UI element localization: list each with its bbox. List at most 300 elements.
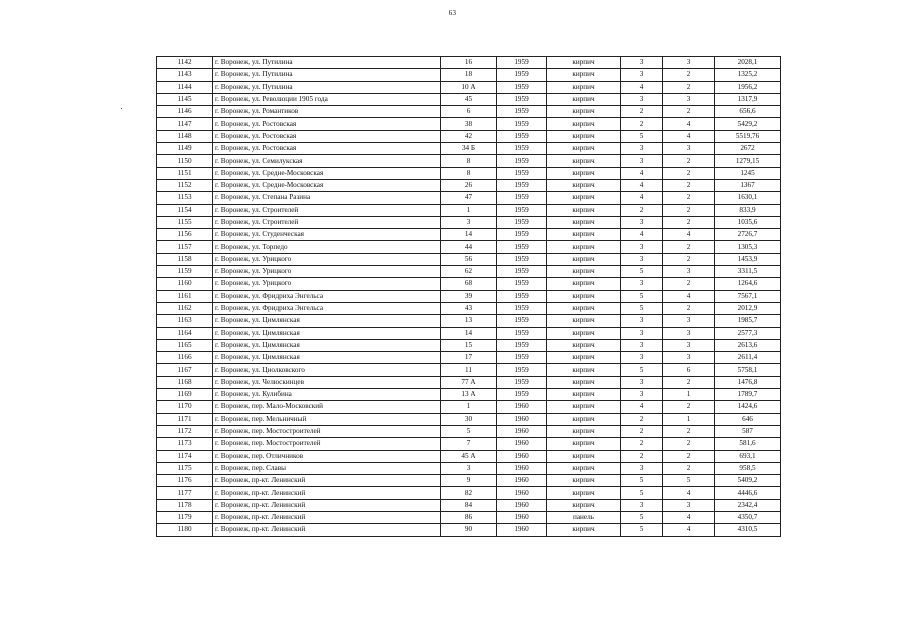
area-cell: 2611,4 [715,352,781,364]
floors-cell: 2 [621,106,663,118]
row-number: 1153 [157,192,213,204]
year-cell: 1959 [497,216,547,228]
house-number-cell: 1 [441,401,497,413]
floors-cell: 2 [621,204,663,216]
floors-cell: 5 [621,487,663,499]
floors-cell: 3 [621,499,663,511]
row-number: 1159 [157,266,213,278]
area-cell: 1453,9 [715,253,781,265]
entrances-cell: 3 [663,327,715,339]
address-cell: г. Воронеж, пер. Мельничный [213,413,441,425]
table-row [157,475,781,487]
year-cell: 1960 [497,462,547,474]
row-number: 1160 [157,278,213,290]
page-number: 63 [448,9,457,17]
area-cell: 5429,2 [715,118,781,130]
entrances-cell: 2 [663,425,715,437]
table-row [157,253,781,265]
floors-cell: 3 [621,216,663,228]
material-cell: кирпич [547,253,621,265]
material-cell: кирпич [547,81,621,93]
table-row [157,376,781,388]
entrances-cell: 5 [663,475,715,487]
area-cell: 958,5 [715,462,781,474]
house-number-cell: 43 [441,302,497,314]
table-row [157,425,781,437]
table-row [157,450,781,462]
floors-cell: 3 [621,155,663,167]
house-number-cell: 18 [441,69,497,81]
area-cell: 7567,1 [715,290,781,302]
material-cell: кирпич [547,69,621,81]
area-cell: 1035,6 [715,216,781,228]
material-cell: кирпич [547,401,621,413]
address-cell: г. Воронеж, пр-кт. Ленинский [213,511,441,523]
table-row [157,143,781,155]
entrances-cell: 2 [663,167,715,179]
address-cell: г. Воронеж, ул. Челюскинцев [213,376,441,388]
house-number-cell: 47 [441,192,497,204]
year-cell: 1959 [497,241,547,253]
row-number: 1175 [157,462,213,474]
address-cell: г. Воронеж, ул. Торпедо [213,241,441,253]
year-cell: 1960 [497,401,547,413]
address-cell: г. Воронеж, ул. Строителей [213,216,441,228]
address-cell: г. Воронеж, пр-кт. Ленинский [213,487,441,499]
area-cell: 656,6 [715,106,781,118]
material-cell: кирпич [547,179,621,191]
area-cell: 1245 [715,167,781,179]
entrances-cell: 4 [663,229,715,241]
table-row [157,241,781,253]
year-cell: 1959 [497,167,547,179]
address-cell: г. Воронеж, ул. Циолковского [213,364,441,376]
entrances-cell: 1 [663,413,715,425]
year-cell: 1959 [497,339,547,351]
year-cell: 1959 [497,364,547,376]
house-number-cell: 7 [441,438,497,450]
entrances-cell: 2 [663,81,715,93]
row-number: 1178 [157,499,213,511]
row-number: 1143 [157,69,213,81]
entrances-cell: 4 [663,487,715,499]
floors-cell: 2 [621,438,663,450]
entrances-cell: 2 [663,241,715,253]
table-row [157,216,781,228]
row-number: 1157 [157,241,213,253]
address-cell: г. Воронеж, ул. Урицкого [213,253,441,265]
address-cell: г. Воронеж, ул. Кулибина [213,389,441,401]
material-cell: кирпич [547,118,621,130]
year-cell: 1959 [497,266,547,278]
house-number-cell: 68 [441,278,497,290]
row-number: 1145 [157,93,213,105]
area-cell: 1305,3 [715,241,781,253]
row-number: 1165 [157,339,213,351]
floors-cell: 3 [621,389,663,401]
address-cell: г. Воронеж, ул. Цимлянская [213,339,441,351]
floors-cell: 3 [621,57,663,69]
address-cell: г. Воронеж, ул. Путилина [213,81,441,93]
entrances-cell: 6 [663,364,715,376]
year-cell: 1960 [497,475,547,487]
house-number-cell: 42 [441,130,497,142]
material-cell: кирпич [547,167,621,179]
floors-cell: 3 [621,352,663,364]
row-number: 1144 [157,81,213,93]
floors-cell: 5 [621,266,663,278]
entrances-cell: 3 [663,315,715,327]
house-number-cell: 84 [441,499,497,511]
row-number: 1166 [157,352,213,364]
row-number: 1148 [157,130,213,142]
row-number: 1176 [157,475,213,487]
year-cell: 1959 [497,290,547,302]
year-cell: 1960 [497,511,547,523]
floors-cell: 2 [621,118,663,130]
area-cell: 1367 [715,179,781,191]
area-cell: 693,1 [715,450,781,462]
area-cell: 5758,1 [715,364,781,376]
area-cell: 4310,5 [715,524,781,536]
floors-cell: 3 [621,93,663,105]
table-row [157,167,781,179]
table-row [157,302,781,314]
house-number-cell: 38 [441,118,497,130]
table-row [157,524,781,536]
table-row [157,192,781,204]
house-number-cell: 62 [441,266,497,278]
entrances-cell: 1 [663,389,715,401]
material-cell: кирпич [547,487,621,499]
material-cell: кирпич [547,155,621,167]
area-cell: 2613,6 [715,339,781,351]
entrances-cell: 2 [663,450,715,462]
table-row [157,462,781,474]
table-row [157,155,781,167]
table-row [157,401,781,413]
year-cell: 1959 [497,327,547,339]
table-row [157,438,781,450]
year-cell: 1960 [497,499,547,511]
material-cell: кирпич [547,339,621,351]
table-row [157,69,781,81]
year-cell: 1959 [497,352,547,364]
row-number: 1173 [157,438,213,450]
house-number-cell: 8 [441,167,497,179]
material-cell: кирпич [547,499,621,511]
entrances-cell: 2 [663,179,715,191]
entrances-cell: 3 [663,143,715,155]
year-cell: 1959 [497,69,547,81]
entrances-cell: 4 [663,118,715,130]
entrances-cell: 2 [663,106,715,118]
area-cell: 581,6 [715,438,781,450]
year-cell: 1960 [497,413,547,425]
house-number-cell: 11 [441,364,497,376]
row-number: 1146 [157,106,213,118]
row-number: 1167 [157,364,213,376]
address-cell: г. Воронеж, ул. Строителей [213,204,441,216]
house-number-cell: 14 [441,229,497,241]
material-cell: кирпич [547,229,621,241]
area-cell: 2726,7 [715,229,781,241]
row-number: 1171 [157,413,213,425]
entrances-cell: 3 [663,266,715,278]
house-number-cell: 10 А [441,81,497,93]
entrances-cell: 2 [663,69,715,81]
house-number-cell: 39 [441,290,497,302]
floors-cell: 3 [621,69,663,81]
floors-cell: 4 [621,229,663,241]
table-row [157,179,781,191]
house-number-cell: 45 [441,93,497,105]
address-cell: г. Воронеж, пр-кт. Ленинский [213,499,441,511]
house-number-cell: 77 А [441,376,497,388]
year-cell: 1959 [497,376,547,388]
row-number: 1162 [157,302,213,314]
material-cell: кирпич [547,278,621,290]
entrances-cell: 3 [663,499,715,511]
material-cell: кирпич [547,192,621,204]
year-cell: 1959 [497,278,547,290]
address-cell: г. Воронеж, ул. Урицкого [213,266,441,278]
table-row [157,389,781,401]
house-number-cell: 17 [441,352,497,364]
row-number: 1172 [157,425,213,437]
entrances-cell: 2 [663,253,715,265]
floors-cell: 5 [621,302,663,314]
entrances-cell: 2 [663,155,715,167]
house-number-cell: 1 [441,204,497,216]
address-cell: г. Воронеж, ул. Средне-Московская [213,167,441,179]
table-row [157,204,781,216]
address-cell: г. Воронеж, ул. Цимлянская [213,315,441,327]
address-cell: г. Воронеж, ул. Урицкого [213,278,441,290]
year-cell: 1959 [497,93,547,105]
area-cell: 4446,6 [715,487,781,499]
material-cell: кирпич [547,290,621,302]
material-cell: кирпич [547,438,621,450]
house-number-cell: 45 А [441,450,497,462]
address-cell: г. Воронеж, ул. Семилукская [213,155,441,167]
house-number-cell: 9 [441,475,497,487]
housing-registry-table [156,56,781,537]
area-cell: 1630,1 [715,192,781,204]
address-cell: г. Воронеж, пер. Мостостроителей [213,425,441,437]
table-row [157,327,781,339]
table-row [157,339,781,351]
house-number-cell: 5 [441,425,497,437]
year-cell: 1959 [497,253,547,265]
table-row [157,93,781,105]
address-cell: г. Воронеж, ул. Цимлянская [213,327,441,339]
area-cell: 2577,3 [715,327,781,339]
floors-cell: 2 [621,413,663,425]
row-number: 1174 [157,450,213,462]
registry-body [157,57,781,537]
material-cell: кирпич [547,450,621,462]
year-cell: 1959 [497,57,547,69]
floors-cell: 4 [621,167,663,179]
area-cell: 1424,6 [715,401,781,413]
floors-cell: 4 [621,81,663,93]
row-number: 1164 [157,327,213,339]
scan-speck [121,108,122,109]
year-cell: 1959 [497,302,547,314]
area-cell: 1789,7 [715,389,781,401]
entrances-cell: 2 [663,192,715,204]
table-row [157,315,781,327]
table-row [157,352,781,364]
material-cell: кирпич [547,389,621,401]
year-cell: 1960 [497,487,547,499]
row-number: 1151 [157,167,213,179]
floors-cell: 4 [621,401,663,413]
floors-cell: 3 [621,327,663,339]
house-number-cell: 8 [441,155,497,167]
year-cell: 1959 [497,192,547,204]
house-number-cell: 82 [441,487,497,499]
address-cell: г. Воронеж, пер. Отличников [213,450,441,462]
table-row [157,81,781,93]
area-cell: 1279,15 [715,155,781,167]
material-cell: кирпич [547,130,621,142]
floors-cell: 5 [621,130,663,142]
house-number-cell: 3 [441,462,497,474]
table-row [157,266,781,278]
floors-cell: 5 [621,290,663,302]
year-cell: 1960 [497,438,547,450]
address-cell: г. Воронеж, пер. Славы [213,462,441,474]
row-number: 1156 [157,229,213,241]
material-cell: кирпич [547,57,621,69]
material-cell: кирпич [547,216,621,228]
area-cell: 1956,2 [715,81,781,93]
table-row [157,57,781,69]
house-number-cell: 13 [441,315,497,327]
material-cell: кирпич [547,143,621,155]
material-cell: кирпич [547,524,621,536]
row-number: 1161 [157,290,213,302]
material-cell: кирпич [547,425,621,437]
year-cell: 1959 [497,118,547,130]
floors-cell: 3 [621,376,663,388]
row-number: 1150 [157,155,213,167]
address-cell: г. Воронеж, пер. Мостостроителей [213,438,441,450]
address-cell: г. Воронеж, ул. Ростовская [213,143,441,155]
entrances-cell: 2 [663,401,715,413]
area-cell: 2672 [715,143,781,155]
area-cell: 1317,9 [715,93,781,105]
table-row [157,511,781,523]
table-row [157,229,781,241]
material-cell: панель [547,511,621,523]
table-row [157,130,781,142]
address-cell: г. Воронеж, ул. Фридриха Энгельса [213,290,441,302]
year-cell: 1960 [497,450,547,462]
year-cell: 1959 [497,130,547,142]
floors-cell: 5 [621,511,663,523]
year-cell: 1959 [497,179,547,191]
area-cell: 2028,1 [715,57,781,69]
area-cell: 1476,8 [715,376,781,388]
floors-cell: 5 [621,475,663,487]
entrances-cell: 4 [663,290,715,302]
row-number: 1169 [157,389,213,401]
material-cell: кирпич [547,93,621,105]
year-cell: 1960 [497,524,547,536]
row-number: 1154 [157,204,213,216]
entrances-cell: 4 [663,511,715,523]
house-number-cell: 30 [441,413,497,425]
table-row [157,487,781,499]
floors-cell: 3 [621,339,663,351]
entrances-cell: 3 [663,57,715,69]
area-cell: 2012,9 [715,302,781,314]
floors-cell: 4 [621,179,663,191]
table-row [157,413,781,425]
house-number-cell: 16 [441,57,497,69]
entrances-cell: 2 [663,462,715,474]
address-cell: г. Воронеж, ул. Ростовская [213,118,441,130]
address-cell: г. Воронеж, ул. Цимлянская [213,352,441,364]
material-cell: кирпич [547,266,621,278]
entrances-cell: 3 [663,352,715,364]
material-cell: кирпич [547,352,621,364]
floors-cell: 3 [621,462,663,474]
house-number-cell: 44 [441,241,497,253]
material-cell: кирпич [547,302,621,314]
material-cell: кирпич [547,364,621,376]
area-cell: 833,9 [715,204,781,216]
floors-cell: 4 [621,192,663,204]
entrances-cell: 4 [663,524,715,536]
house-number-cell: 3 [441,216,497,228]
floors-cell: 3 [621,143,663,155]
floors-cell: 2 [621,425,663,437]
material-cell: кирпич [547,204,621,216]
floors-cell: 3 [621,241,663,253]
entrances-cell: 2 [663,278,715,290]
material-cell: кирпич [547,376,621,388]
house-number-cell: 14 [441,327,497,339]
row-number: 1149 [157,143,213,155]
address-cell: г. Воронеж, ул. Романтиков [213,106,441,118]
address-cell: г. Воронеж, ул. Ростовская [213,130,441,142]
material-cell: кирпич [547,327,621,339]
area-cell: 587 [715,425,781,437]
address-cell: г. Воронеж, ул. Средне-Московская [213,179,441,191]
address-cell: г. Воронеж, ул. Путилина [213,57,441,69]
row-number: 1163 [157,315,213,327]
row-number: 1158 [157,253,213,265]
table-row [157,118,781,130]
row-number: 1179 [157,511,213,523]
entrances-cell: 2 [663,376,715,388]
year-cell: 1959 [497,204,547,216]
address-cell: г. Воронеж, ул. Путилина [213,69,441,81]
house-number-cell: 26 [441,179,497,191]
area-cell: 5409,2 [715,475,781,487]
house-number-cell: 13 А [441,389,497,401]
material-cell: кирпич [547,475,621,487]
material-cell: кирпич [547,462,621,474]
year-cell: 1959 [497,106,547,118]
year-cell: 1959 [497,315,547,327]
address-cell: г. Воронеж, пер. Мало-Московский [213,401,441,413]
area-cell: 1325,2 [715,69,781,81]
